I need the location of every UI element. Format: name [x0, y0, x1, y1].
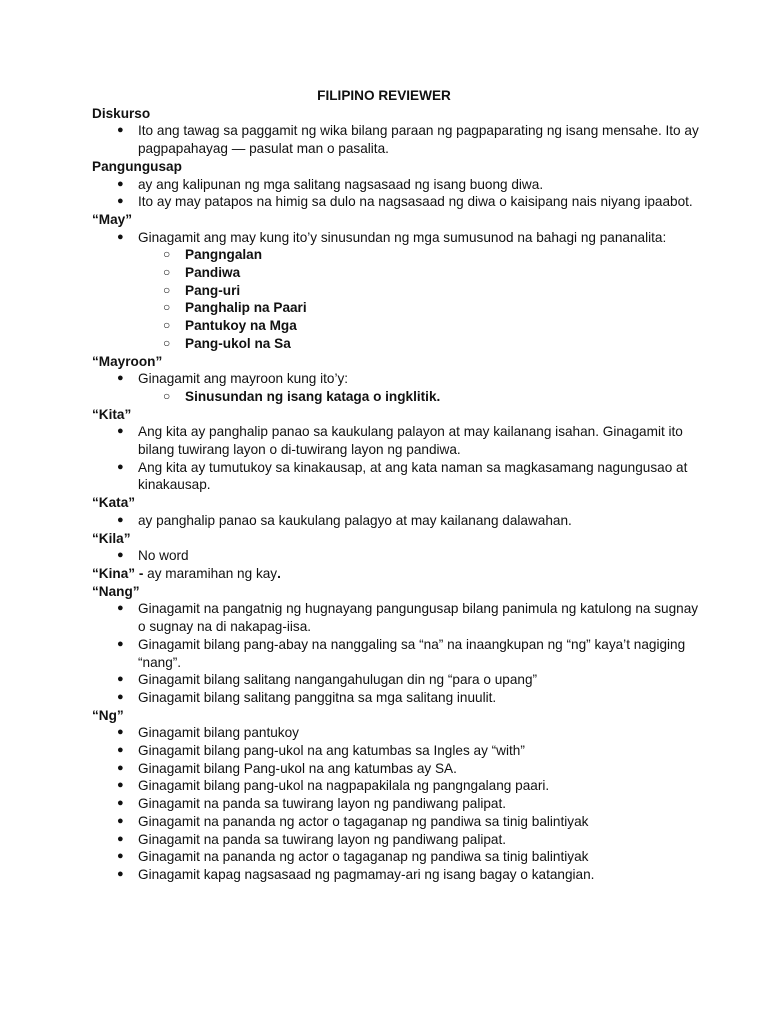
section-heading-label: Diskurso [92, 105, 151, 121]
section-heading-label: Pangungusap [92, 158, 182, 174]
sub-list-item-text: Panghalip na Paari [185, 300, 307, 316]
sub-list-item [92, 264, 708, 282]
bullet-list [92, 176, 708, 211]
list-item [92, 848, 708, 866]
hollow-bullet-icon: ○ [163, 335, 171, 350]
sub-list-item-text: Pandiwa [185, 265, 241, 281]
list-item [92, 176, 708, 194]
list-item-text: Ginagamit ang mayroon kung ito’y: [138, 371, 349, 387]
section-heading [92, 583, 708, 601]
filled-bullet-icon: ● [117, 513, 124, 526]
bullet-list [92, 512, 708, 530]
document-body [92, 105, 708, 884]
list-item [92, 122, 708, 157]
filled-bullet-icon: ● [117, 425, 124, 438]
list-item [92, 671, 708, 689]
list-item-text: Ginagamit bilang pantukoy [138, 725, 299, 741]
list-item-text: Ang kita ay panghalip panao sa kaukulang palayon at may kailanang isahan. Ginagamit ito bilang tuwirang layon o di-tuwirang layon ng pandiwa. [138, 424, 683, 458]
hollow-bullet-icon: ○ [163, 388, 171, 403]
list-item [92, 831, 708, 849]
list-item [92, 193, 708, 211]
hollow-bullet-icon: ○ [163, 247, 171, 262]
list-item [92, 512, 708, 530]
sub-list-item-text: Sinusundan ng isang kataga o ingklitik. [185, 388, 441, 404]
sub-list-item-text: Pantukoy na Mga [185, 318, 297, 334]
filled-bullet-icon: ● [117, 867, 124, 880]
bullet-list [92, 600, 708, 706]
section-heading [92, 158, 708, 176]
list-item-text: Ginagamit bilang pang-ukol na nagpapakilala ng pangngalang paari. [138, 778, 550, 794]
list-item [92, 795, 708, 813]
filled-bullet-icon: ● [117, 460, 124, 473]
section-heading-label: “Kila” [92, 530, 131, 546]
section-heading [92, 565, 708, 583]
bullet-list [92, 547, 708, 565]
hollow-bullet-icon: ○ [163, 265, 171, 280]
filled-bullet-icon: ● [117, 832, 124, 845]
list-item-text: No word [138, 548, 189, 564]
bullet-list [92, 229, 708, 353]
filled-bullet-icon: ● [117, 726, 124, 739]
bullet-list [92, 370, 708, 405]
sub-list-item [92, 388, 708, 406]
filled-bullet-icon: ● [117, 814, 124, 827]
list-item [92, 229, 708, 353]
section-heading [92, 530, 708, 548]
section-heading-label: “Kata” [92, 495, 136, 511]
section-heading-label: “Ng” [92, 707, 124, 723]
filled-bullet-icon: ● [117, 673, 124, 686]
document-title: FILIPINO REVIEWER [317, 88, 451, 103]
filled-bullet-icon: ● [117, 637, 124, 650]
sub-list-item [92, 282, 708, 300]
filled-bullet-icon: ● [117, 177, 124, 190]
sub-bullet-list [138, 246, 708, 352]
list-item-text: Ginagamit bilang Pang-ukol na ang katumbas ay SA. [138, 760, 457, 776]
list-item [92, 866, 708, 884]
list-item [92, 724, 708, 742]
section-heading [92, 406, 708, 424]
section-heading-label: “Kita” [92, 406, 132, 422]
filled-bullet-icon: ● [117, 779, 124, 792]
hollow-bullet-icon: ○ [163, 282, 171, 297]
list-item [92, 636, 708, 671]
list-item-text: Ginagamit na panda sa tuwirang layon ng pandiwang palipat. [138, 831, 507, 847]
hollow-bullet-icon: ○ [163, 318, 171, 333]
list-item-text: ay ang kalipunan ng mga salitang nagsasaad ng isang buong diwa. [138, 176, 544, 192]
list-item-text: Ginagamit bilang salitang panggitna sa mga salitang inuulit. [138, 689, 497, 705]
filled-bullet-icon: ● [117, 372, 124, 385]
sub-list-item [92, 317, 708, 335]
list-item-text: Ang kita ay tumutukoy sa kinakausap, at ang kata naman sa magkasamang nagungusao at kinakausap. [138, 459, 688, 493]
list-item [92, 813, 708, 831]
filled-bullet-icon: ● [117, 549, 124, 562]
list-item-text: Ginagamit kapag nagsasaad ng pagmamay-ari ng isang bagay o katangian. [138, 866, 595, 882]
list-item-text: Ginagamit bilang salitang nangangahulugan din ng “para o upang” [138, 672, 538, 688]
section-heading-label: “Nang” [92, 583, 140, 599]
list-item [92, 742, 708, 760]
list-item-text: Ito ang tawag sa paggamit ng wika bilang paraan ng pagpaparating ng isang mensahe. Ito ay pagpapahayag — pasulat man o pasalita. [138, 123, 699, 157]
filled-bullet-icon: ● [117, 850, 124, 863]
list-item [92, 459, 708, 494]
list-item-text: Ginagamit bilang pang-ukol na ang katumbas sa Ingles ay “with” [138, 743, 525, 759]
list-item-text: Ginagamit na panda sa tuwirang layon ng pandiwang palipat. [138, 796, 507, 812]
list-item [92, 547, 708, 565]
sub-bullet-list [138, 388, 708, 406]
sub-list-item-text: Pang-ukol na Sa [185, 335, 291, 351]
list-item [92, 689, 708, 707]
section-heading [92, 707, 708, 725]
section-heading-definition: ay maramihan ng kay [143, 565, 278, 581]
list-item [92, 600, 708, 635]
bullet-list [92, 122, 708, 157]
filled-bullet-icon: ● [117, 761, 124, 774]
filled-bullet-icon: ● [117, 124, 124, 137]
sub-list-item-text: Pang-uri [185, 282, 241, 298]
sub-list-item-text: Pangngalan [185, 247, 263, 263]
list-item [92, 777, 708, 795]
list-item-text: Ito ay may patapos na himig sa dulo na nagsasaad ng diwa o kaisipang nais niyang ipaabot. [138, 194, 693, 210]
filled-bullet-icon: ● [117, 690, 124, 703]
section-heading [92, 494, 708, 512]
sub-list-item [92, 246, 708, 264]
filled-bullet-icon: ● [117, 797, 124, 810]
list-item-text: Ginagamit bilang pang-abay na nanggaling sa “na” na inaangkupan ng “ng” kaya’t nagiging “nang”. [138, 636, 686, 670]
filled-bullet-icon: ● [117, 602, 124, 615]
bullet-list [92, 423, 708, 494]
list-item-text: Ginagamit na pananda ng actor o tagaganap ng pandiwa sa tinig balintiyak [138, 813, 589, 829]
list-item-text: ay panghalip panao sa kaukulang palagyo at may kailanang dalawahan. [138, 512, 572, 528]
list-item [92, 760, 708, 778]
hollow-bullet-icon: ○ [163, 300, 171, 315]
section-heading-label: “Mayroon” [92, 353, 163, 369]
sub-list-item [92, 299, 708, 317]
section-heading [92, 211, 708, 229]
list-item-text: Ginagamit na pananda ng actor o tagaganap ng pandiwa sa tinig balintiyak [138, 849, 589, 865]
section-heading [92, 353, 708, 371]
section-heading-period: . [277, 565, 281, 581]
section-heading-label: “Kina” - [92, 565, 144, 581]
section-heading [92, 105, 708, 123]
list-item-text: Ginagamit na pangatnig ng hugnayang pangungusap bilang panimula ng katulong na sugnay o sugnay na di nakapag-iisa. [138, 601, 699, 635]
list-item [92, 423, 708, 458]
bullet-list [92, 724, 708, 883]
list-item-text: Ginagamit ang may kung ito’y sinusundan ng mga sumusunod na bahagi ng pananalita: [138, 229, 667, 245]
filled-bullet-icon: ● [117, 744, 124, 757]
sub-list-item [92, 335, 708, 353]
section-heading-label: “May” [92, 211, 133, 227]
filled-bullet-icon: ● [117, 230, 124, 243]
list-item [92, 370, 708, 405]
filled-bullet-icon: ● [117, 195, 124, 208]
